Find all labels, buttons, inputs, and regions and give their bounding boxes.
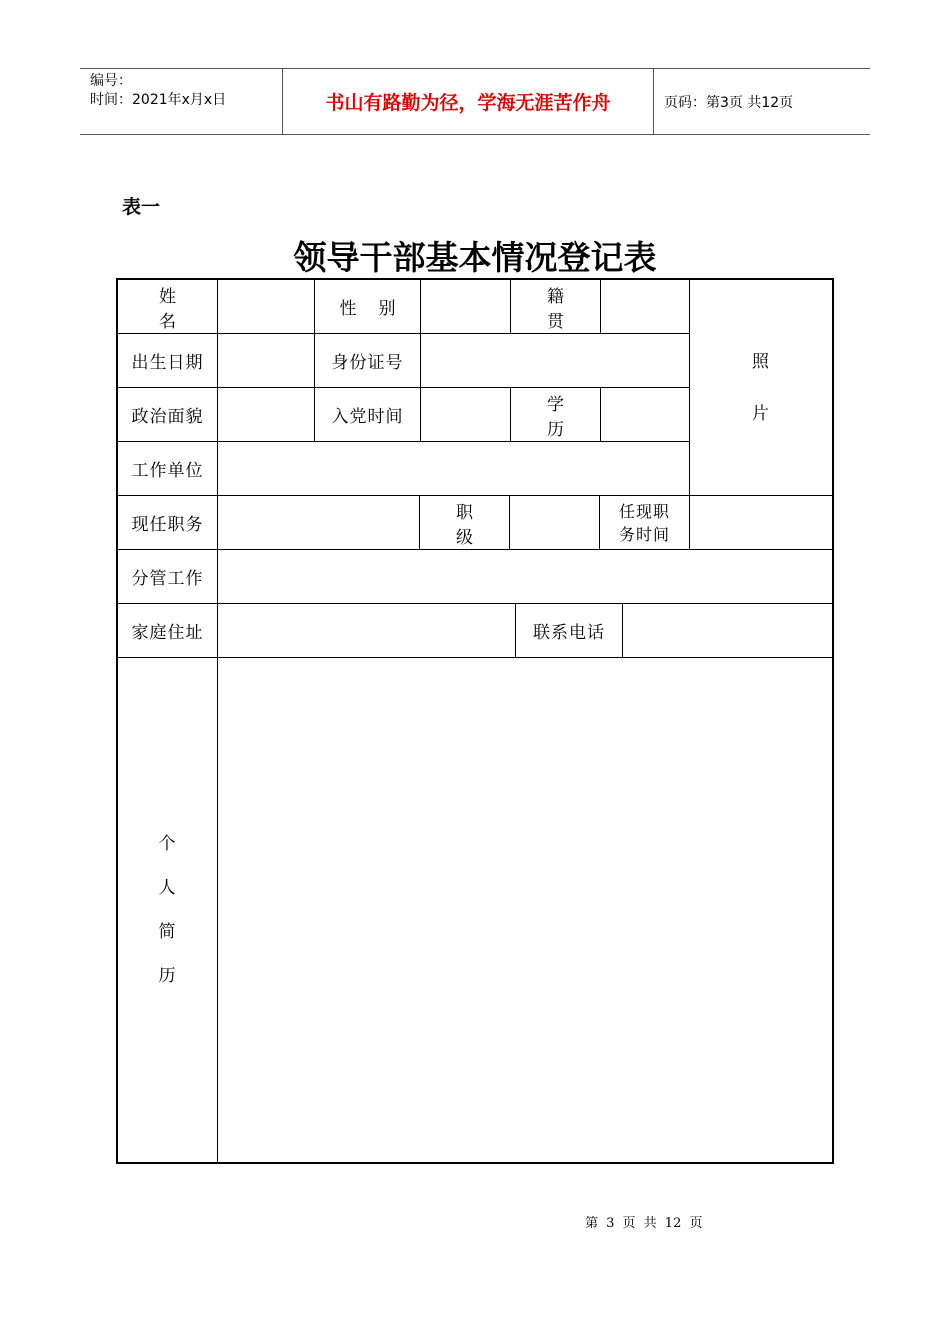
education-label: 学历 <box>511 388 601 442</box>
education-field[interactable] <box>601 388 690 442</box>
work-unit-field[interactable] <box>218 442 690 496</box>
rank-label: 职级 <box>420 496 510 550</box>
phone-field[interactable] <box>623 604 832 658</box>
birth-date-field[interactable] <box>218 334 315 388</box>
time-label: 时间：2021年x月x日 <box>90 92 227 108</box>
current-post-field[interactable] <box>218 496 420 550</box>
id-number-label: 身份证号 <box>315 334 421 388</box>
form-title: 领导干部基本情况登记表 <box>293 238 657 277</box>
work-unit-label: 工作单位 <box>118 442 218 496</box>
header-meta <box>80 69 282 134</box>
post-since-label-line2: 务时间 <box>618 524 670 544</box>
gender-label: 性别 <box>315 280 421 334</box>
table-label: 表一 <box>122 196 161 218</box>
resume-char-1: 个 <box>158 834 177 854</box>
page-header <box>80 68 870 135</box>
current-post-label: 现任职务 <box>118 496 218 550</box>
id-number-field[interactable] <box>421 334 690 388</box>
serial-label: 编号： <box>90 73 132 89</box>
native-place-field[interactable] <box>601 280 690 334</box>
responsibilities-field[interactable] <box>218 550 832 604</box>
home-address-label: 家庭住址 <box>118 604 218 658</box>
responsibilities-label: 分管工作 <box>118 550 218 604</box>
party-join-date-field[interactable] <box>421 388 511 442</box>
political-status-field[interactable] <box>218 388 315 442</box>
header-page-info: 页码：第3页 共12页 <box>664 94 794 111</box>
registration-form-table <box>116 278 834 1164</box>
political-status-label: 政治面貌 <box>118 388 218 442</box>
resume-label <box>118 658 218 1162</box>
header-motto: 书山有路勤为径，学海无涯苦作舟 <box>282 69 654 134</box>
birth-date-label: 出生日期 <box>118 334 218 388</box>
photo-label-1: 照 <box>752 351 770 372</box>
photo-label-2: 片 <box>752 403 770 424</box>
name-label: 姓名 <box>118 280 218 334</box>
post-since-label-line1: 任现职 <box>618 501 670 521</box>
post-since-field[interactable] <box>690 496 832 550</box>
page-footer: 第 3 页 共 12 页 <box>585 1216 703 1231</box>
phone-label: 联系电话 <box>516 604 623 658</box>
photo-box[interactable] <box>690 280 832 496</box>
post-since-label <box>600 496 690 550</box>
resume-field[interactable] <box>218 658 832 1162</box>
resume-char-3: 简 <box>158 922 177 942</box>
party-join-date-label: 入党时间 <box>315 388 421 442</box>
home-address-field[interactable] <box>218 604 516 658</box>
resume-char-4: 历 <box>158 966 177 986</box>
rank-field[interactable] <box>510 496 600 550</box>
name-field[interactable] <box>218 280 315 334</box>
gender-field[interactable] <box>421 280 511 334</box>
resume-char-2: 人 <box>158 878 177 898</box>
native-place-label: 籍贯 <box>511 280 601 334</box>
